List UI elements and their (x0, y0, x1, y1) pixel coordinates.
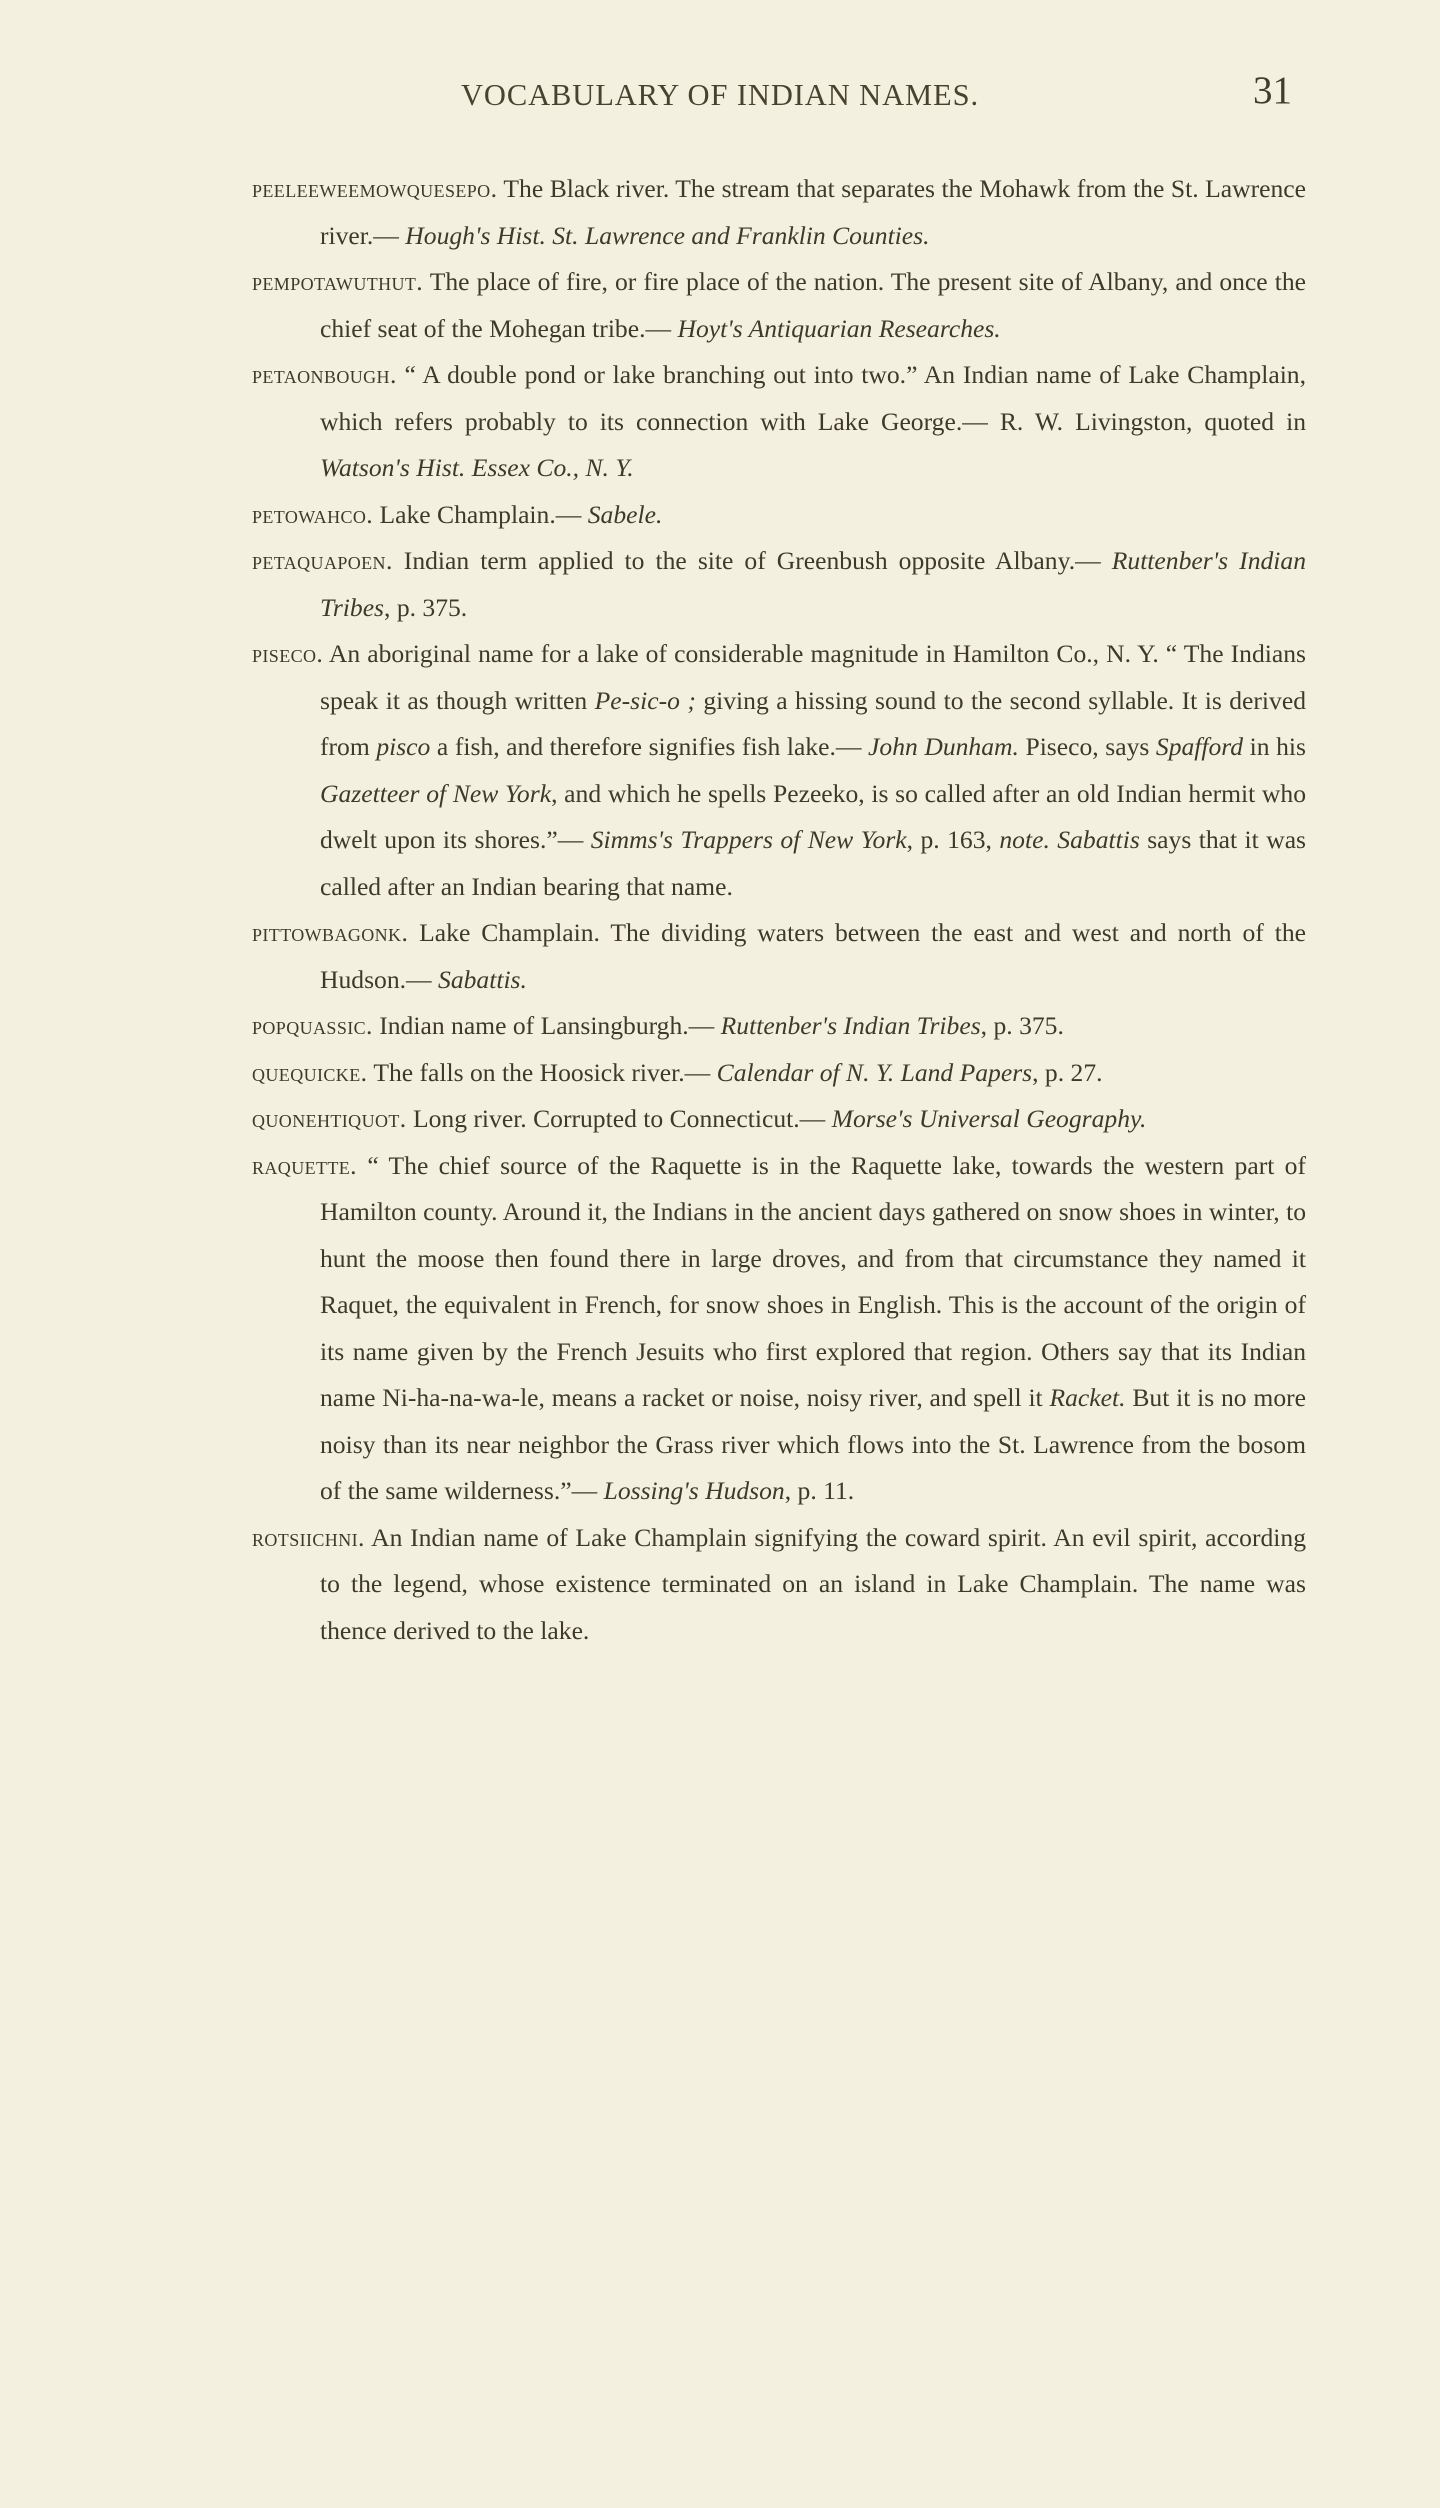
entry-citation: Hoyt's Antiquarian Researches. (677, 313, 1001, 343)
entry-headword: pittowbagonk. (252, 918, 409, 947)
page-number: 31 (1253, 69, 1292, 112)
dictionary-entry (252, 166, 1306, 259)
dictionary-entry (252, 1143, 1306, 1515)
entry-text: , p. 375. (384, 592, 468, 622)
entry-citation: Hough's Hist. St. Lawrence and Franklin Counties. (405, 220, 930, 250)
entry-text: Lake Champlain.— (373, 499, 588, 529)
entry-text: Indian name of Lansingburgh.— (372, 1011, 721, 1040)
entry-citation: Racket. (1049, 1383, 1126, 1412)
entry-citation: Calendar of N. Y. Land Papers (716, 1057, 1033, 1087)
entry-citation: Ruttenber's Indian Tribes (320, 546, 1306, 622)
entry-citation: Pe-sic-o ; (594, 685, 696, 715)
dictionary-entry (252, 1003, 1306, 1050)
document-page (0, 69, 1440, 2508)
page-header (0, 69, 1440, 130)
entry-citation: Watson's Hist. Essex Co., N. Y. (320, 453, 634, 482)
entry-citation: Sabele. (587, 499, 663, 529)
entry-text: , and which he spells Pezeeko, is so called after an old Indian hermit who dwelt upon its shores.”— (320, 778, 1307, 854)
entry-text: “ A double pond or lake branching out into two.” An Indian name of Lake Champlain, which refers probably to its connection with Lake George.— R. W. Livingston, quoted in (320, 360, 1306, 436)
entry-headword: raquette. (252, 1150, 357, 1180)
entry-headword: piseco. (252, 639, 324, 668)
entry-text: Long river. Corrupted to Connecticut.— (406, 1104, 832, 1133)
entry-citation: John Dunham. (868, 732, 1019, 761)
entry-headword: petaquapoen. (252, 546, 393, 575)
entry-text: , p. 11. (784, 1476, 855, 1505)
entry-list (134, 166, 1306, 1654)
entry-citation: Sabattis. (438, 964, 527, 994)
entry-citation: Ruttenber's Indian Tribes (720, 1011, 981, 1040)
dictionary-entry (252, 631, 1306, 910)
entry-headword: petaonbough. (252, 360, 397, 389)
dictionary-entry (252, 492, 1306, 539)
entry-text: The Black river. The stream that separates the Mohawk from the St. Lawrence river.— (320, 174, 1306, 250)
entry-headword: petowahco. (252, 499, 374, 529)
entry-text: , p. 163, (906, 825, 1000, 854)
dictionary-entry (252, 1515, 1306, 1655)
entry-text: But it is no more noisy than its near neighbor the Grass river which flows into the St. Lawrence from the bosom of the same wilderness.”— (320, 1383, 1307, 1505)
entry-citation: Lossing's Hudson (603, 1476, 785, 1505)
entry-text: “ The chief source of the Raquette is in the Raquette lake, towards the western part of Hamilton county. Around it, the Indians in the ancient days gathered on snow shoes in winter, to hunt the moose then found there in large droves, and from that circumstance they named it Raquet, the equivalent in French, for snow shoes in English. This is the account of the origin of its name given by the French Jesuits who first explored that region. Others say that its Indian name Ni-ha-na-wa-le, means a racket or noise, noisy river, and spell it (320, 1150, 1306, 1412)
entry-text: An Indian name of Lake Champlain signifying the coward spirit. An evil spirit, according to the legend, whose existence terminated on an island in Lake Champlain. The name was thence derived to the lake. (320, 1522, 1306, 1645)
dictionary-entry (252, 1096, 1306, 1143)
entry-citation: Gazetteer of New York (320, 778, 552, 808)
entry-citation: Morse's Universal Geography. (831, 1104, 1147, 1133)
entry-headword: rotsiichni. (252, 1522, 365, 1552)
entry-citation: Sabattis (1057, 825, 1140, 854)
dictionary-entry (252, 352, 1306, 492)
entry-text: The falls on the Hoosick river.— (367, 1057, 717, 1087)
entry-text: An aboriginal name for a lake of considerable magnitude in Hamilton Co., N. Y. “ The Indians speak it as though written (320, 639, 1306, 715)
entry-text: giving a hissing sound to the second syllable. It is derived from (320, 685, 1306, 761)
running-head: VOCABULARY OF INDIAN NAMES. (461, 78, 979, 112)
entry-citation: Spafford (1155, 732, 1244, 761)
dictionary-entry (252, 538, 1306, 631)
entry-text: The place of fire, or fire place of the nation. The present site of Albany, and once the chief seat of the Mohegan tribe.— (320, 267, 1306, 343)
entry-text: , p. 27. (1032, 1057, 1103, 1087)
entry-headword: popquassic. (252, 1011, 373, 1040)
entry-text: says that it was called after an Indian bearing that name. (320, 825, 1307, 901)
dictionary-entry (252, 259, 1306, 352)
entry-text: Piseco, says (1018, 732, 1156, 761)
entry-text: Lake Champlain. The dividing waters between the east and west and north of the Hudson.— (320, 918, 1306, 994)
entry-citation: pisco (376, 732, 431, 761)
entry-headword: pempotawuthut. (252, 267, 424, 296)
entry-text: , p. 375. (980, 1011, 1064, 1040)
dictionary-entry (252, 1050, 1306, 1097)
entry-text: a fish, and therefore signifies fish lake.— (430, 732, 869, 761)
entry-citation: note. (999, 825, 1050, 854)
entry-text: in his (1243, 732, 1307, 761)
dictionary-entry (252, 910, 1306, 1003)
entry-citation: Simms's Trappers of New York (590, 825, 907, 854)
entry-headword: quequicke. (252, 1057, 368, 1087)
entry-headword: peeleeweemowquesepo. (252, 174, 498, 203)
entry-headword: quonehtiquot. (252, 1104, 407, 1133)
entry-text: Indian term applied to the site of Greenbush opposite Albany.— (392, 546, 1112, 575)
